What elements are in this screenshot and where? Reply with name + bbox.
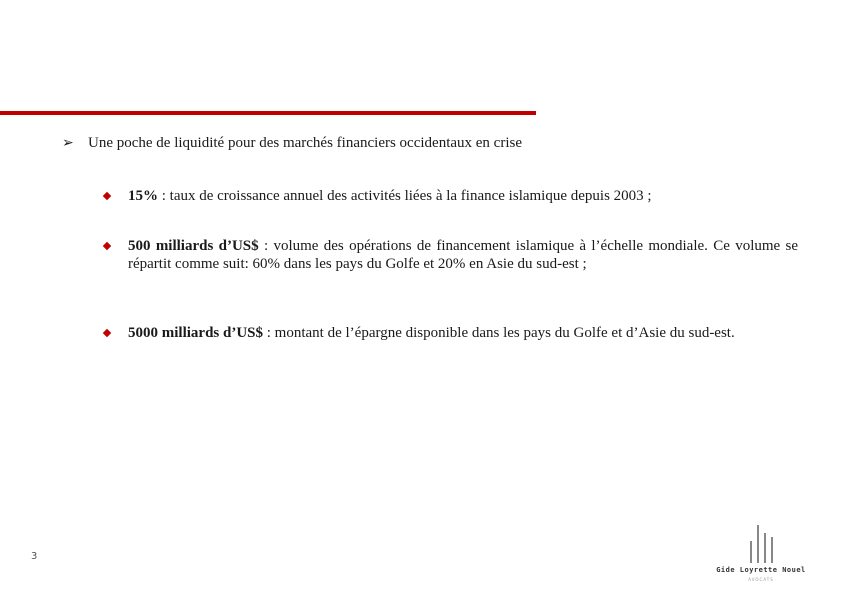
list-item — [104, 237, 798, 273]
diamond-bullet-icon — [103, 192, 111, 200]
bullet-text — [128, 187, 798, 205]
bullet-figure: 15% — [128, 188, 158, 204]
bullet-description: : taux de croissance annuel des activités liées à la finance islamique depuis 2003 ; — [158, 188, 652, 204]
bullet-text — [128, 237, 798, 273]
diamond-bullet-icon — [103, 329, 111, 337]
logo-tagline: AVOCATS — [748, 577, 774, 582]
logo-name: Gide Loyrette Nouel — [716, 566, 806, 574]
page-number: 3 — [31, 551, 38, 562]
bullet-figure: 500 milliards d’US$ — [128, 238, 259, 254]
bullet-figure: 5000 milliards d’US$ — [128, 325, 264, 341]
list-item — [104, 187, 798, 205]
company-logo — [716, 525, 806, 585]
heading-text: Une poche de liquidité pour des marchés financiers occidentaux en crise — [88, 135, 522, 151]
bullet-text — [128, 324, 798, 342]
logo-bars-icon — [748, 525, 778, 563]
diamond-bullet-icon — [103, 242, 111, 250]
list-item — [104, 324, 798, 342]
header-red-rule — [0, 111, 536, 115]
section-heading — [62, 135, 522, 152]
bullet-description: : volume des opérations de financement islamique à l’échelle mondiale. Ce volume se répartit comme suit: 60% dans les pays du Golfe et 20% en Asie du sud-est ; — [128, 238, 798, 272]
arrowhead-bullet-icon: ➢ — [62, 135, 74, 151]
bullet-description: : montant de l’épargne disponible dans les pays du Golfe et d’Asie du sud-est. — [263, 325, 735, 341]
